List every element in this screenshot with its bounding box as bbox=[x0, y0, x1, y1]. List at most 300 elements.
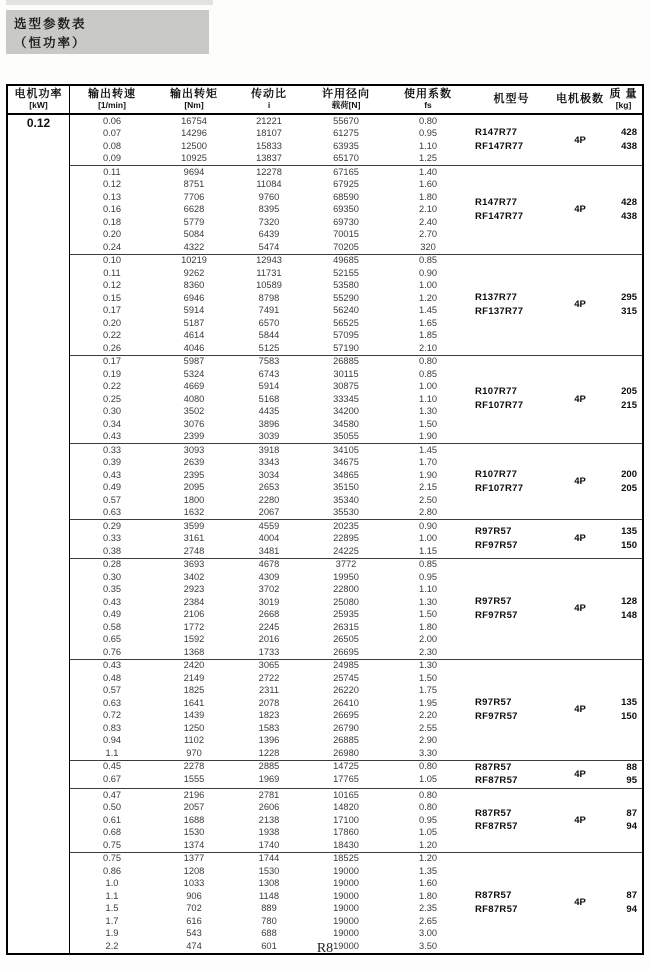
table-row bbox=[70, 368, 468, 381]
output-speed-cell: 0.76 bbox=[102, 646, 122, 657]
radial-load-cell: 10165 bbox=[333, 789, 359, 800]
ratio-cell: 6439 bbox=[258, 229, 280, 240]
table-row bbox=[70, 406, 468, 419]
service-factor-cell: 1.10 bbox=[418, 393, 438, 404]
model-number: R147R77 bbox=[475, 196, 518, 208]
service-factor-cell: 2.30 bbox=[418, 646, 438, 657]
table-row bbox=[70, 865, 468, 878]
output-speed-cell: 0.35 bbox=[102, 584, 122, 595]
table-row bbox=[70, 317, 468, 330]
radial-load-cell: 19000 bbox=[333, 878, 359, 889]
service-factor-cell: 1.20 bbox=[418, 853, 438, 864]
output-torque-cell: 6946 bbox=[183, 292, 205, 303]
ratio-cell: 7320 bbox=[258, 216, 280, 227]
mass-value: 150 bbox=[621, 539, 637, 551]
output-speed-cell: 0.13 bbox=[102, 191, 122, 202]
radial-load-cell: 17765 bbox=[333, 773, 359, 784]
group-body bbox=[70, 355, 642, 444]
output-speed-cell: 0.63 bbox=[102, 507, 122, 518]
service-factor-cell: 2.40 bbox=[418, 216, 438, 227]
output-speed-cell: 0.28 bbox=[102, 559, 122, 570]
output-torque-cell: 5779 bbox=[183, 216, 205, 227]
ratio-cell: 1744 bbox=[258, 853, 280, 864]
radial-load-cell: 34865 bbox=[333, 469, 359, 480]
table-group bbox=[8, 558, 642, 659]
output-speed-cell: 0.20 bbox=[102, 229, 122, 240]
radial-load-cell: 26695 bbox=[333, 646, 359, 657]
output-torque-cell: 616 bbox=[186, 915, 202, 926]
radial-load-cell: 26410 bbox=[333, 697, 359, 708]
table-row bbox=[70, 878, 468, 891]
group-body bbox=[70, 558, 642, 659]
ratio-cell: 8798 bbox=[258, 292, 280, 303]
table-row bbox=[70, 482, 468, 495]
service-factor-cell: 3.30 bbox=[418, 747, 438, 758]
output-speed-cell: 0.43 bbox=[102, 469, 122, 480]
service-factor-cell: 2.80 bbox=[418, 507, 438, 518]
ratio-cell: 11731 bbox=[256, 267, 282, 278]
table-row bbox=[70, 802, 468, 815]
radial-load-cell: 56240 bbox=[333, 305, 359, 316]
table-row bbox=[70, 280, 468, 293]
model-number: R107R77 bbox=[475, 386, 518, 398]
ratio-cell: 2245 bbox=[258, 621, 280, 632]
model-cell bbox=[468, 761, 555, 789]
ratio-cell: 4678 bbox=[258, 559, 280, 570]
radial-load-cell: 52155 bbox=[333, 267, 359, 278]
radial-load-cell: 70015 bbox=[333, 229, 359, 240]
ratio-cell: 1148 bbox=[259, 890, 279, 901]
group-body bbox=[70, 760, 642, 789]
table-row bbox=[70, 915, 468, 928]
table-row bbox=[70, 381, 468, 394]
ratio-cell: 21221 bbox=[256, 115, 282, 126]
ratio-cell: 889 bbox=[261, 903, 277, 914]
output-torque-cell: 2095 bbox=[183, 482, 205, 493]
ratio-cell: 3481 bbox=[258, 545, 280, 556]
ratio-cell: 1823 bbox=[258, 710, 280, 721]
table-row bbox=[70, 747, 468, 760]
service-factor-cell: 1.50 bbox=[418, 609, 438, 620]
radial-load-cell: 26885 bbox=[333, 735, 359, 746]
table-row bbox=[70, 520, 468, 533]
output-speed-cell: 0.75 bbox=[102, 839, 122, 850]
output-speed-cell: 0.58 bbox=[102, 621, 122, 632]
table-group bbox=[8, 115, 642, 165]
model-cell bbox=[468, 789, 555, 852]
output-speed-cell: 0.45 bbox=[102, 761, 122, 772]
output-torque-cell: 1641 bbox=[183, 697, 205, 708]
header-motor-poles: 电机极数 bbox=[556, 93, 604, 106]
radial-load-cell: 55290 bbox=[333, 292, 359, 303]
service-factor-cell: 0.85 bbox=[418, 368, 438, 379]
table-row bbox=[70, 204, 468, 217]
output-torque-cell: 8751 bbox=[183, 179, 205, 190]
radial-load-cell: 19000 bbox=[333, 865, 359, 876]
model-cell bbox=[468, 559, 555, 659]
service-factor-cell: 0.95 bbox=[418, 128, 438, 139]
output-torque-cell: 2384 bbox=[183, 596, 205, 607]
ratio-cell: 2311 bbox=[259, 685, 279, 696]
output-torque-cell: 2748 bbox=[183, 545, 205, 556]
output-torque-cell: 1772 bbox=[183, 621, 205, 632]
radial-load-cell: 22800 bbox=[333, 584, 359, 595]
output-torque-cell: 5987 bbox=[183, 356, 205, 367]
radial-load-cell: 69730 bbox=[333, 216, 359, 227]
group-body bbox=[70, 115, 642, 165]
service-factor-cell: 1.45 bbox=[418, 444, 438, 455]
table-row bbox=[70, 584, 468, 597]
output-torque-cell: 2196 bbox=[183, 789, 205, 800]
group-rows bbox=[70, 356, 468, 444]
service-factor-cell: 2.50 bbox=[418, 494, 438, 505]
top-strip bbox=[6, 0, 213, 5]
output-speed-cell: 0.19 bbox=[102, 368, 122, 379]
table-row bbox=[70, 229, 468, 242]
radial-load-cell: 19000 bbox=[333, 890, 359, 901]
model-cell bbox=[468, 166, 555, 254]
output-speed-cell: 0.65 bbox=[102, 634, 122, 645]
radial-load-cell: 24985 bbox=[333, 660, 359, 671]
table-row bbox=[70, 827, 468, 840]
output-speed-cell: 0.57 bbox=[102, 685, 122, 696]
service-factor-cell: 1.25 bbox=[418, 153, 438, 164]
radial-load-cell: 26980 bbox=[333, 747, 359, 758]
ratio-cell: 12278 bbox=[256, 166, 282, 177]
output-speed-cell: 0.38 bbox=[102, 545, 122, 556]
mass-cell bbox=[605, 166, 642, 254]
table-row bbox=[70, 814, 468, 827]
mass-cell bbox=[605, 356, 642, 444]
output-torque-cell: 2399 bbox=[183, 431, 205, 442]
service-factor-cell: 1.65 bbox=[418, 317, 438, 328]
output-torque-cell: 1102 bbox=[184, 735, 204, 746]
radial-load-cell: 14820 bbox=[333, 802, 359, 813]
output-speed-cell: 0.34 bbox=[102, 418, 122, 429]
ratio-cell: 4309 bbox=[258, 571, 280, 582]
output-speed-cell: 0.07 bbox=[102, 128, 122, 139]
output-torque-cell: 3693 bbox=[183, 559, 205, 570]
output-speed-cell: 0.22 bbox=[102, 381, 122, 392]
output-speed-cell: 0.57 bbox=[102, 494, 122, 505]
output-torque-cell: 5914 bbox=[183, 305, 205, 316]
model-number: RF97R57 bbox=[475, 710, 518, 722]
output-speed-cell: 0.20 bbox=[102, 317, 122, 328]
radial-load-cell: 57095 bbox=[333, 330, 359, 341]
service-factor-cell: 1.45 bbox=[418, 305, 438, 316]
service-factor-cell: 2.15 bbox=[418, 482, 438, 493]
ratio-cell: 1530 bbox=[258, 865, 280, 876]
output-torque-cell: 3599 bbox=[183, 520, 205, 531]
radial-load-cell: 49685 bbox=[333, 255, 359, 266]
output-speed-cell: 0.94 bbox=[102, 735, 122, 746]
service-factor-cell: 1.15 bbox=[418, 545, 438, 556]
output-speed-cell: 0.25 bbox=[102, 393, 122, 404]
group-rows bbox=[70, 853, 468, 953]
ratio-cell: 6743 bbox=[258, 368, 280, 379]
mass-value: 428 bbox=[621, 127, 637, 139]
service-factor-cell: 1.90 bbox=[418, 431, 438, 442]
ratio-cell: 1740 bbox=[258, 839, 280, 850]
mass-value: 205 bbox=[621, 386, 637, 398]
output-speed-cell: 0.67 bbox=[102, 773, 122, 784]
ratio-cell: 4004 bbox=[258, 533, 280, 544]
service-factor-cell: 1.30 bbox=[418, 406, 438, 417]
output-speed-cell: 0.24 bbox=[102, 241, 122, 252]
output-speed-cell: 0.17 bbox=[102, 305, 122, 316]
model-number: RF147R77 bbox=[475, 210, 524, 222]
output-torque-cell: 1800 bbox=[183, 494, 205, 505]
ratio-cell: 2078 bbox=[258, 697, 280, 708]
radial-load-cell: 67925 bbox=[333, 179, 359, 190]
ratio-cell: 3065 bbox=[258, 660, 280, 671]
radial-load-cell: 22895 bbox=[333, 533, 359, 544]
ratio-cell: 1938 bbox=[258, 827, 280, 838]
output-torque-cell: 3402 bbox=[183, 571, 205, 582]
output-torque-cell: 4669 bbox=[183, 381, 205, 392]
model-number: RF147R77 bbox=[475, 141, 524, 152]
output-torque-cell: 5084 bbox=[183, 229, 205, 240]
ratio-cell: 18107 bbox=[256, 128, 282, 139]
table-row bbox=[70, 634, 468, 647]
service-factor-cell: 2.20 bbox=[418, 710, 438, 721]
poles-cell: 4P bbox=[574, 134, 586, 146]
output-torque-cell: 1530 bbox=[183, 827, 205, 838]
table-group bbox=[8, 519, 642, 558]
output-speed-cell: 0.75 bbox=[102, 853, 122, 864]
output-speed-cell: 0.61 bbox=[102, 814, 122, 825]
output-speed-cell: 0.33 bbox=[102, 444, 122, 455]
radial-load-cell: 70205 bbox=[333, 241, 359, 252]
model-number: RF87R57 bbox=[475, 903, 518, 915]
header-output-torque: 输出转矩 [Nm] bbox=[170, 88, 218, 111]
model-number: R147R77 bbox=[475, 127, 518, 139]
table-row bbox=[70, 890, 468, 903]
table-row bbox=[70, 241, 468, 254]
mass-value: 135 bbox=[621, 696, 637, 708]
radial-load-cell: 18430 bbox=[333, 839, 359, 850]
table-row bbox=[70, 179, 468, 192]
poles-cell: 4P bbox=[574, 533, 586, 545]
ratio-cell: 1308 bbox=[258, 878, 280, 889]
model-cell bbox=[468, 660, 555, 760]
service-factor-cell: 2.00 bbox=[418, 634, 438, 645]
service-factor-cell: 2.70 bbox=[418, 229, 438, 240]
ratio-cell: 11084 bbox=[256, 179, 282, 190]
service-factor-cell: 0.85 bbox=[418, 559, 438, 570]
output-speed-cell: 0.47 bbox=[102, 789, 122, 800]
table-row bbox=[70, 646, 468, 659]
table-row bbox=[70, 457, 468, 470]
service-factor-cell: 1.60 bbox=[418, 179, 438, 190]
ratio-cell: 601 bbox=[261, 940, 277, 951]
table-row bbox=[70, 191, 468, 204]
radial-load-cell: 53580 bbox=[333, 280, 359, 291]
radial-load-cell: 26505 bbox=[333, 634, 359, 645]
ratio-cell: 688 bbox=[261, 928, 277, 939]
output-torque-cell: 1208 bbox=[183, 865, 205, 876]
table-header bbox=[8, 86, 642, 115]
selection-parameter-table bbox=[6, 84, 644, 955]
output-speed-cell: 0.43 bbox=[102, 431, 122, 442]
output-torque-cell: 1250 bbox=[183, 722, 205, 733]
table-group bbox=[8, 355, 642, 444]
model-number: R107R77 bbox=[475, 468, 518, 480]
table-row bbox=[70, 469, 468, 482]
mass-cell bbox=[605, 520, 642, 558]
header-radial-load: 许用径向 载荷[N] bbox=[322, 88, 370, 111]
output-torque-cell: 2278 bbox=[183, 761, 205, 772]
output-torque-cell: 1555 bbox=[183, 773, 205, 784]
ratio-cell: 3039 bbox=[258, 431, 280, 442]
output-speed-cell: 0.63 bbox=[102, 697, 122, 708]
output-torque-cell: 16754 bbox=[181, 115, 207, 126]
output-torque-cell: 3161 bbox=[183, 533, 205, 544]
ratio-cell: 3918 bbox=[258, 444, 280, 455]
table-group bbox=[8, 165, 642, 254]
table-row bbox=[70, 342, 468, 355]
output-torque-cell: 2639 bbox=[183, 457, 205, 468]
service-factor-cell: 1.75 bbox=[418, 685, 438, 696]
radial-load-cell: 19000 bbox=[333, 915, 359, 926]
output-speed-cell: 0.16 bbox=[102, 204, 122, 215]
output-speed-cell: 0.11 bbox=[103, 166, 121, 177]
ratio-cell: 10589 bbox=[256, 280, 282, 291]
poles-cell: 4P bbox=[574, 603, 586, 614]
ratio-cell: 2280 bbox=[258, 494, 280, 505]
output-speed-cell: 1.5 bbox=[105, 903, 119, 914]
mass-cell bbox=[605, 789, 642, 852]
poles-cell: 4P bbox=[574, 768, 586, 780]
table-row bbox=[70, 545, 468, 558]
service-factor-cell: 2.90 bbox=[418, 735, 438, 746]
radial-load-cell: 20235 bbox=[333, 520, 359, 531]
output-speed-cell: 0.06 bbox=[102, 115, 122, 126]
ratio-cell: 1733 bbox=[258, 646, 280, 657]
service-factor-cell: 1.95 bbox=[418, 697, 438, 708]
group-body bbox=[70, 443, 642, 519]
service-factor-cell: 1.20 bbox=[418, 292, 438, 303]
table-row bbox=[70, 697, 468, 710]
table-row bbox=[70, 216, 468, 229]
mass-cell bbox=[605, 853, 642, 953]
ratio-cell: 1969 bbox=[258, 773, 280, 784]
model-cell bbox=[468, 115, 555, 165]
radial-load-cell: 30875 bbox=[333, 381, 359, 392]
output-speed-cell: 1.0 bbox=[105, 878, 119, 889]
output-speed-cell: 0.83 bbox=[102, 722, 122, 733]
output-speed-cell: 0.39 bbox=[102, 457, 122, 468]
ratio-cell: 3034 bbox=[258, 469, 280, 480]
group-rows bbox=[70, 255, 468, 355]
radial-load-cell: 35530 bbox=[333, 507, 359, 518]
group-rows bbox=[70, 444, 468, 519]
table-row bbox=[70, 330, 468, 343]
radial-load-cell: 34675 bbox=[333, 457, 359, 468]
ratio-cell: 7583 bbox=[258, 356, 280, 367]
ratio-cell: 4435 bbox=[258, 406, 280, 417]
service-factor-cell: 0.95 bbox=[418, 571, 438, 582]
ratio-cell: 1228 bbox=[258, 747, 280, 758]
model-cell bbox=[468, 444, 555, 519]
output-speed-cell: 0.10 bbox=[102, 255, 122, 266]
model-number: RF97R57 bbox=[475, 609, 518, 621]
output-torque-cell: 1439 bbox=[183, 710, 205, 721]
page-title-line2: （恒功率） bbox=[14, 36, 87, 51]
output-speed-cell: 0.26 bbox=[102, 342, 122, 353]
service-factor-cell: 0.90 bbox=[418, 267, 438, 278]
service-factor-cell: 1.50 bbox=[418, 418, 438, 429]
model-number: R137R77 bbox=[475, 291, 518, 303]
table-row bbox=[70, 166, 468, 179]
ratio-cell: 5474 bbox=[258, 241, 280, 252]
model-number: R87R57 bbox=[475, 889, 512, 901]
output-speed-cell: 0.33 bbox=[102, 533, 122, 544]
ratio-cell: 5844 bbox=[258, 330, 280, 341]
service-factor-cell: 0.95 bbox=[418, 814, 438, 825]
service-factor-cell: 1.90 bbox=[418, 469, 438, 480]
mass-value: 428 bbox=[621, 196, 637, 208]
service-factor-cell: 2.10 bbox=[418, 342, 438, 353]
output-speed-cell: 0.72 bbox=[102, 710, 122, 721]
radial-load-cell: 19950 bbox=[333, 571, 359, 582]
mass-value: 205 bbox=[621, 482, 637, 494]
output-torque-cell: 2149 bbox=[183, 672, 205, 683]
table-group bbox=[8, 852, 642, 953]
output-speed-cell: 0.12 bbox=[102, 280, 122, 291]
output-speed-cell: 0.30 bbox=[102, 406, 122, 417]
output-torque-cell: 702 bbox=[186, 903, 202, 914]
radial-load-cell: 57190 bbox=[333, 342, 359, 353]
ratio-cell: 2885 bbox=[258, 761, 280, 772]
model-cell bbox=[468, 356, 555, 444]
radial-load-cell: 34580 bbox=[333, 418, 359, 429]
poles-cell: 4P bbox=[574, 814, 586, 826]
output-torque-cell: 1825 bbox=[183, 685, 205, 696]
model-number: R97R57 bbox=[475, 595, 512, 607]
ratio-cell: 2722 bbox=[258, 672, 280, 683]
table-row bbox=[70, 444, 468, 457]
output-torque-cell: 10925 bbox=[181, 153, 207, 164]
output-torque-cell: 3093 bbox=[183, 444, 205, 455]
output-speed-cell: 0.17 bbox=[102, 356, 122, 367]
output-torque-cell: 1033 bbox=[183, 878, 205, 889]
service-factor-cell: 2.10 bbox=[418, 204, 438, 215]
table-row bbox=[70, 773, 468, 786]
table-row bbox=[70, 533, 468, 546]
table-row bbox=[70, 393, 468, 406]
service-factor-cell: 1.80 bbox=[418, 621, 438, 632]
radial-load-cell: 69350 bbox=[333, 204, 359, 215]
output-speed-cell: 0.68 bbox=[102, 827, 122, 838]
output-torque-cell: 9262 bbox=[183, 267, 205, 278]
header-model: 机型号 bbox=[493, 93, 530, 106]
group-rows bbox=[70, 520, 468, 558]
mass-value: 438 bbox=[621, 210, 637, 222]
model-number: RF137R77 bbox=[475, 305, 524, 317]
radial-load-cell: 19000 bbox=[333, 928, 359, 939]
ratio-cell: 12943 bbox=[256, 255, 282, 266]
motor-power-cell bbox=[8, 443, 70, 519]
mass-cell bbox=[605, 255, 642, 355]
table-row bbox=[70, 494, 468, 507]
output-torque-cell: 970 bbox=[186, 747, 202, 758]
output-speed-cell: 0.18 bbox=[102, 216, 122, 227]
ratio-cell: 15833 bbox=[256, 140, 282, 151]
table-row bbox=[70, 431, 468, 444]
group-rows bbox=[70, 115, 468, 165]
ratio-cell: 2067 bbox=[258, 507, 280, 518]
